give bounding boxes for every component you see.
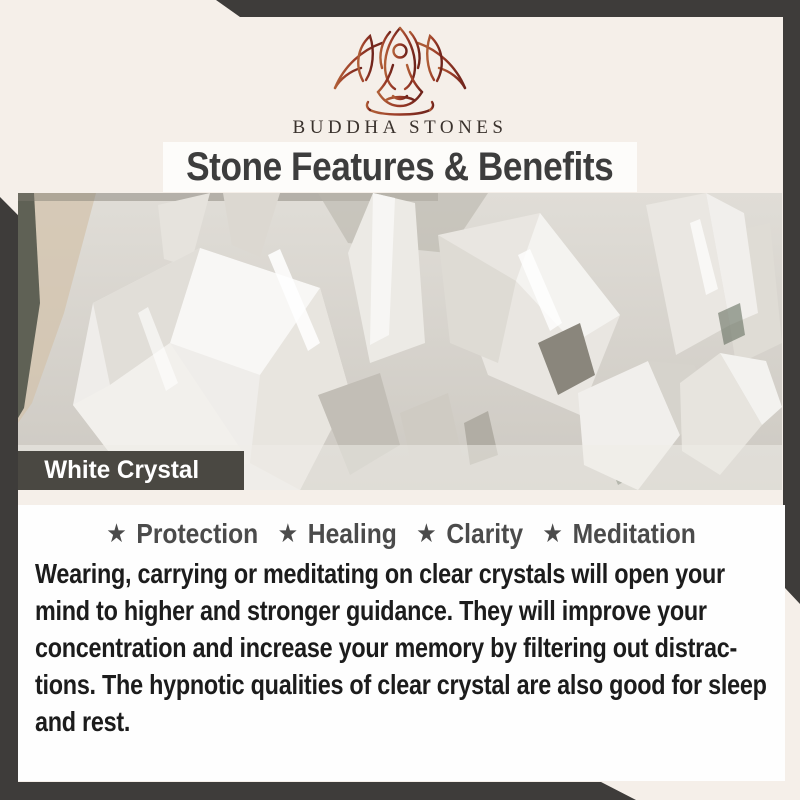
description-line: Wearing, carrying or meditating on clear crystals will open your <box>35 558 725 589</box>
description-line: mind to higher and stronger guidance. They will improve your <box>35 595 707 626</box>
star-icon: ★ <box>106 519 128 549</box>
frame-left-band <box>0 197 18 800</box>
crystal-photo <box>18 193 782 490</box>
photo-caption: White Crystal <box>44 456 200 484</box>
brand-logo <box>330 24 470 116</box>
page-title: Stone Features & Benefits <box>186 144 614 189</box>
benefit-item <box>107 518 259 550</box>
benefit-label: Healing <box>308 518 398 549</box>
description-line: tions. The hypnotic qualities of clear crystal are also good for sleep <box>35 669 767 700</box>
description-text <box>35 558 775 743</box>
benefits-row <box>18 518 785 550</box>
brand-name: BUDDHA STONES <box>292 117 508 138</box>
lotus-meditation-icon <box>330 24 470 116</box>
info-panel <box>18 505 785 781</box>
crystal-photo-art <box>18 193 782 490</box>
description-line: concentration and increase your memory by filtering out distrac- <box>35 632 737 663</box>
benefit-label: Protection <box>136 518 259 549</box>
description-line: and rest. <box>35 706 131 737</box>
benefit-item <box>417 518 524 550</box>
frame-right-band <box>783 0 800 604</box>
title-bar <box>163 142 637 192</box>
star-icon: ★ <box>278 519 299 549</box>
benefit-item <box>278 518 397 550</box>
benefit-label: Meditation <box>573 518 697 549</box>
frame-bottom-band <box>0 782 636 800</box>
star-icon: ★ <box>542 519 564 549</box>
frame-top-band <box>0 0 800 17</box>
benefit-label: Clarity <box>446 518 524 549</box>
benefit-item <box>543 518 696 550</box>
star-icon: ★ <box>416 519 438 549</box>
photo-caption-box <box>18 451 244 490</box>
